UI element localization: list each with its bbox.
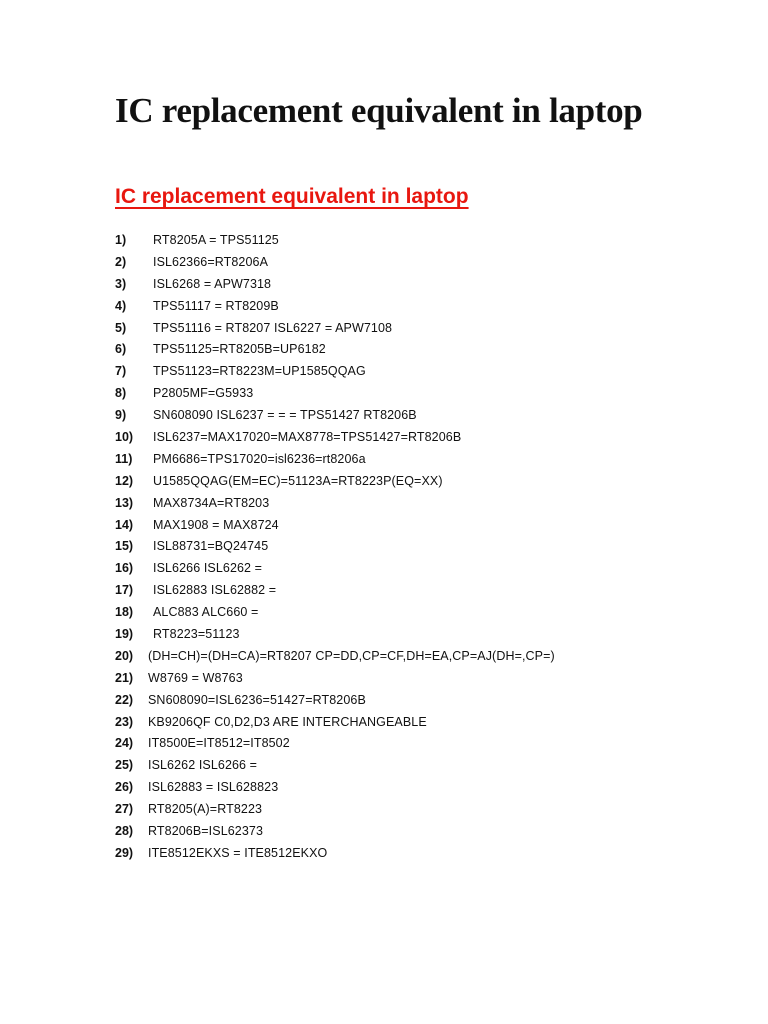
list-item [115,296,728,318]
list-item [115,843,728,865]
list-item-number: 6) [115,342,127,357]
list-item [115,821,728,843]
list-item-number: 8) [115,386,127,401]
list-item [115,427,728,449]
list-item [115,799,728,821]
list-item-number: 22) [115,692,134,707]
list-item-text: SN608090 ISL6237 = = = TPS51427 RT8206B [153,408,417,423]
list-item [115,558,728,580]
list-item-text: U1585QQAG(EM=EC)=51123A=RT8223P(EQ=XX) [153,473,443,488]
list-item-number: 16) [115,561,134,576]
list-item-number: 21) [115,670,134,685]
list-item-text: TPS51123=RT8223M=UP1585QQAG [153,364,366,379]
list-item [115,777,728,799]
list-item [115,252,728,274]
list-item-text: RT8205A = TPS51125 [153,233,279,247]
list-item-number: 11) [115,451,133,466]
list-item-text: RT8223=51123 [153,627,240,642]
list-item [115,383,728,405]
list-item-number: 24) [115,736,134,751]
list-item-number: 12) [115,473,134,488]
list-item-text: SN608090=ISL6236=51427=RT8206B [148,692,366,707]
list-item [115,712,728,734]
list-item-text: TPS51116 = RT8207 ISL6227 = APW7108 [153,320,393,335]
list-item-number: 29) [115,845,134,860]
list-item-text: PM6686=TPS17020=isl6236=rt8206a [153,451,366,466]
ic-equivalent-list [115,230,728,865]
list-item-number: 20) [115,648,134,663]
list-item [115,471,728,493]
list-item [115,580,728,602]
list-item-text: ISL62366=RT8206A [153,254,269,269]
list-item [115,230,728,252]
list-item-number: 3) [115,276,127,291]
list-item [115,755,728,777]
list-item-text: ISL6237=MAX17020=MAX8778=TPS51427=RT8206B [153,430,462,445]
list-item-number: 19) [115,627,134,642]
list-item-number: 26) [115,780,134,795]
list-item-number: 9) [115,408,127,423]
list-item-text: IT8500E=IT8512=IT8502 [148,736,290,751]
list-item-number: 15) [115,539,134,554]
list-item-text: RT8205(A)=RT8223 [148,802,263,817]
list-item [115,318,728,340]
list-item [115,339,728,361]
list-item [115,624,728,646]
list-item-text: ITE8512EKXS = ITE8512EKXO [148,845,328,860]
list-item-text: ISL88731=BQ24745 [153,539,269,554]
list-item [115,405,728,427]
list-item-text: ISL6268 = APW7318 [153,276,272,291]
list-item-number: 5) [115,320,127,335]
document-title: IC replacement equivalent in laptop [115,91,643,130]
list-item [115,274,728,296]
list-item-number: 10) [115,430,134,445]
list-item-text: P2805MF=G5933 [153,386,254,401]
list-item-text: KB9206QF C0,D2,D3 ARE INTERCHANGEABLE [148,714,427,729]
list-item-number: 25) [115,758,134,773]
list-item-number: 13) [115,495,134,510]
list-item-text: MAX1908 = MAX8724 [153,517,279,532]
list-item-number: 17) [115,583,134,598]
section-heading-link[interactable]: IC replacement equivalent in laptop [115,185,469,208]
list-item-text: ALC883 ALC660 = [153,605,259,620]
list-item [115,602,728,624]
list-item-text: ISL6266 ISL6262 = [153,561,263,576]
list-item-number: 27) [115,802,134,817]
list-item-text: TPS51117 = RT8209B [153,298,279,313]
list-item [115,515,728,537]
list-item-number: 1) [115,233,127,247]
list-item [115,668,728,690]
list-item [115,493,728,515]
list-item [115,646,728,668]
list-item-text: ISL62883 = ISL628823 [148,780,279,795]
list-item [115,733,728,755]
list-item-number: 14) [115,517,134,532]
list-item [115,690,728,712]
list-item [115,449,728,471]
list-item-number: 18) [115,605,134,620]
list-item-text: TPS51125=RT8205B=UP6182 [153,342,326,357]
list-item-number: 7) [115,364,127,379]
list-item [115,536,728,558]
list-item-number: 2) [115,254,127,269]
list-item-text: W8769 = W8763 [148,670,243,685]
list-item-text: ISL62883 ISL62882 = [153,583,277,598]
list-item-text: RT8206B=ISL62373 [148,824,264,839]
list-item-number: 28) [115,824,134,839]
list-item-number: 23) [115,714,134,729]
list-item-text: ISL6262 ISL6266 = [148,758,258,773]
list-item-text: (DH=CH)=(DH=CA)=RT8207 CP=DD,CP=CF,DH=EA,CP=AJ(DH=,CP=) [148,648,555,663]
list-item-number: 4) [115,298,127,313]
list-item-text: MAX8734A=RT8203 [153,495,270,510]
list-item [115,361,728,383]
